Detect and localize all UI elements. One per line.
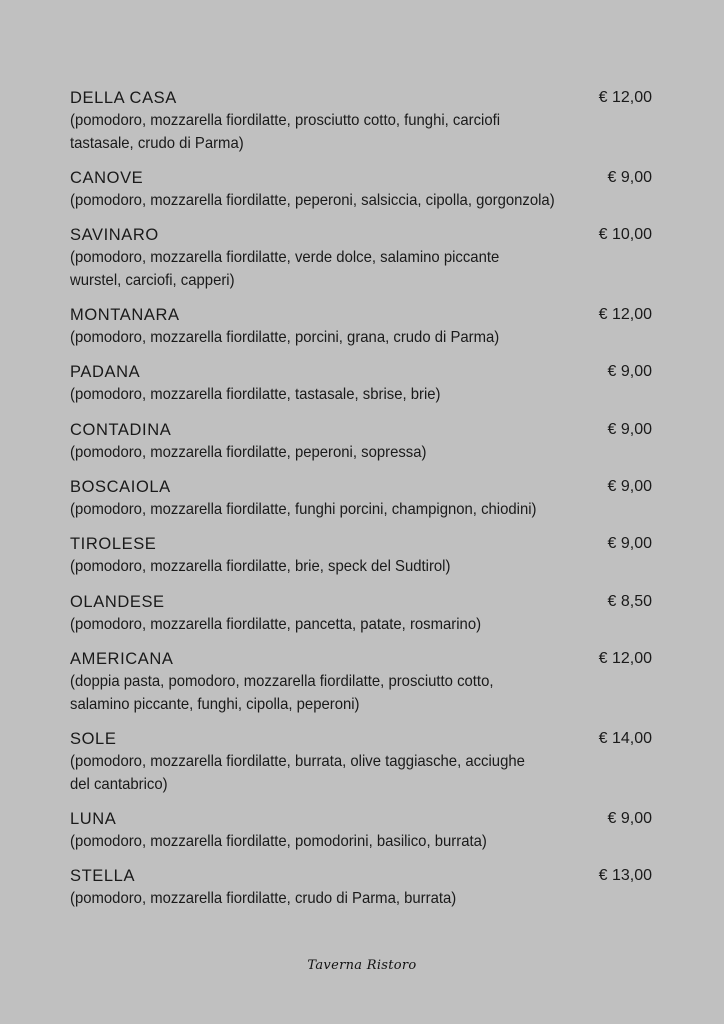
item-name: LUNA [70, 810, 117, 828]
description-line: salamino piccante, funghi, cipolla, peperoni) [70, 695, 360, 713]
description-line: (pomodoro, mozzarella fiordilatte, pomodorini, basilico, burrata) [70, 833, 487, 850]
item-price: € 9,00 [607, 535, 652, 552]
item-description [70, 556, 577, 579]
item-description [70, 888, 577, 911]
item-price: € 9,00 [607, 478, 652, 495]
item-price: € 9,00 [607, 363, 652, 380]
item-name: PADANA [70, 363, 141, 381]
item-price: € 9,00 [607, 169, 652, 186]
item-description [70, 831, 577, 854]
description-line: (pomodoro, mozzarella fiordilatte, verde dolce, salamino piccante [70, 249, 500, 266]
item-description [70, 442, 577, 465]
item-description [70, 327, 577, 350]
description-line: (pomodoro, mozzarella fiordilatte, peperoni, sopressa) [70, 444, 427, 461]
description-line: (pomodoro, mozzarella fiordilatte, burrata, olive taggiasche, acciughe [70, 753, 525, 770]
item-description [70, 751, 577, 796]
description-line: (pomodoro, mozzarella fiordilatte, crudo di Parma, burrata) [70, 890, 457, 907]
item-description [70, 671, 577, 716]
item-name: STELLA [70, 867, 136, 885]
description-line: del cantabrico) [70, 775, 168, 793]
item-name: AMERICANA [70, 650, 174, 668]
restaurant-signature: Taverna Ristoro [307, 958, 417, 973]
item-name: CANOVE [70, 169, 144, 187]
description-line: (pomodoro, mozzarella fiordilatte, porcini, grana, crudo di Parma) [70, 329, 500, 346]
item-name: BOSCAIOLA [70, 478, 171, 496]
item-price: € 12,00 [598, 650, 652, 667]
item-description [70, 247, 577, 292]
item-description [70, 614, 577, 637]
description-line: (pomodoro, mozzarella fiordilatte, tastasale, sbrise, brie) [70, 386, 441, 403]
description-line: (pomodoro, mozzarella fiordilatte, brie, speck del Sudtirol) [70, 558, 451, 575]
item-name: TIROLESE [70, 535, 157, 553]
description-line: tastasale, crudo di Parma) [70, 134, 244, 152]
item-description [70, 384, 577, 407]
item-price: € 12,00 [598, 89, 652, 106]
description-line: (pomodoro, mozzarella fiordilatte, pancetta, patate, rosmarino) [70, 616, 482, 633]
item-description [70, 110, 577, 155]
description-line: wurstel, carciofi, capperi) [70, 271, 235, 289]
item-price: € 14,00 [598, 730, 652, 747]
description-line: (pomodoro, mozzarella fiordilatte, funghi porcini, champignon, chiodini) [70, 501, 537, 518]
item-price: € 12,00 [598, 306, 652, 323]
item-name: MONTANARA [70, 306, 180, 324]
item-price: € 10,00 [598, 226, 652, 243]
item-price: € 8,50 [607, 593, 652, 610]
item-price: € 13,00 [598, 867, 652, 884]
item-name: SOLE [70, 730, 117, 748]
item-name: OLANDESE [70, 593, 165, 611]
item-description [70, 499, 577, 522]
description-line: (pomodoro, mozzarella fiordilatte, peperoni, salsiccia, cipolla, gorgonzola) [70, 192, 555, 209]
item-price: € 9,00 [607, 810, 652, 827]
description-line: (doppia pasta, pomodoro, mozzarella fiordilatte, prosciutto cotto, [70, 673, 494, 690]
item-name: CONTADINA [70, 421, 172, 439]
item-description [70, 190, 577, 213]
item-price: € 9,00 [607, 421, 652, 438]
item-name: DELLA CASA [70, 89, 177, 107]
description-line: (pomodoro, mozzarella fiordilatte, prosciutto cotto, funghi, carciofi [70, 112, 501, 129]
item-name: SAVINARO [70, 226, 159, 244]
